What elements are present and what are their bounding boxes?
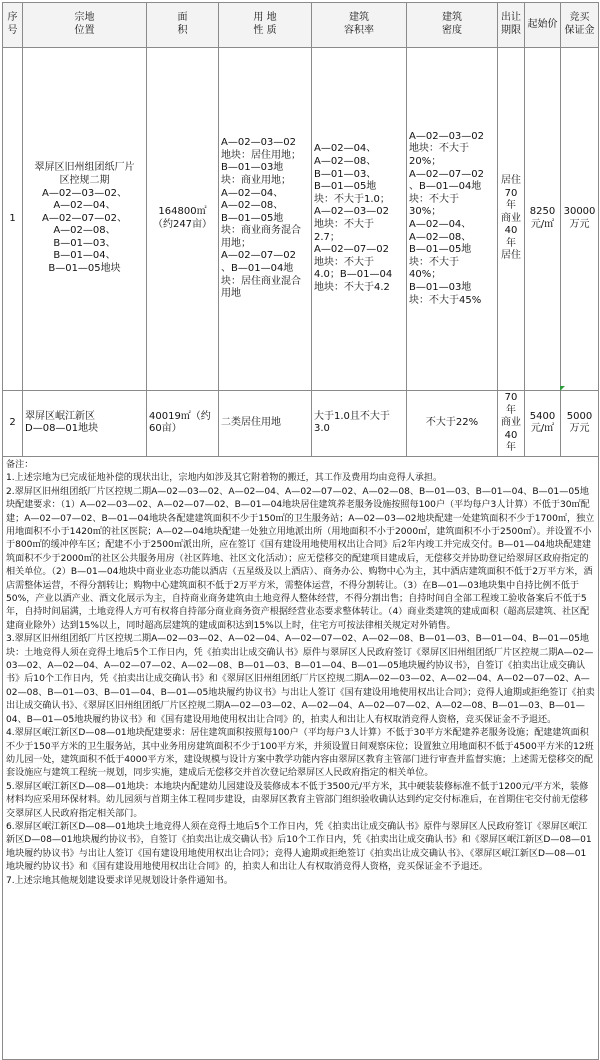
cell-line: B—01—03、 <box>314 168 377 180</box>
cell-line: 块：商业用地； <box>221 174 291 186</box>
cell-line: 块：不大于 <box>409 193 459 205</box>
cell-line: 块：商业商务混合 <box>221 225 301 237</box>
cell-line: 商业 <box>501 212 521 224</box>
cell-line: 、B—01—04地 <box>221 263 294 275</box>
cell-line: 起始价 <box>527 18 558 30</box>
cell-line: 密度 <box>442 25 462 36</box>
row-density <box>407 391 498 457</box>
cell-line: 容积率 <box>344 25 374 36</box>
cell-line: 居住 <box>501 250 521 262</box>
row-far <box>312 48 407 391</box>
cell-line: 建筑 <box>442 12 462 24</box>
cell-line: A—02—07—02 <box>221 250 297 262</box>
cell-line: A—02—07—02、 <box>41 212 127 224</box>
table-row <box>3 48 599 391</box>
header-use <box>219 3 312 48</box>
cell-line: 块：不大于45% <box>409 294 482 306</box>
row-deposit <box>561 48 599 391</box>
cell-line: B—01—05地 <box>221 212 284 224</box>
cell-line: 翠屏区旧州组团纸厂片 <box>34 162 135 174</box>
cell-line: 保证金 <box>564 25 595 36</box>
cell-line: A—02—07—02 <box>314 244 390 256</box>
cell-line: 区控规二期 <box>59 174 110 186</box>
cell-line: 164800㎡ <box>158 206 207 218</box>
row-density <box>407 48 498 391</box>
header-term <box>498 3 525 48</box>
cell-line: 块：不大于1.0； <box>314 193 390 205</box>
cell-line: B—01—03地 <box>409 281 472 293</box>
note-item-3: 3.翠屏区旧州组团纸厂片区控规二期A—02—03—02、A—02—04、A—02—07—02、A—02—08、B—01—03、B—01—04、B—01—05地块：土地竞得人须在竞得土地后5个工作日内，凭《拍卖出让成交确认书》原件与翠屏区人民政府签订《翠屏区旧州组团纸厂片区控规二期A—02—03—02、A—02—04、A—02—07—02、A—02—08、B—01—03、B—01—04、B—01—05地块履约协议书》，自签订《拍卖出让成交确认书》后10个工作日内，凭《拍卖出让成交确认书》和《翠屏区旧州组团纸厂片区控规二期A—02—03—02、A—02—04、A—02—07—02、A—02—08、B—01—03、B—01—04、B—01—05地块履约协议书》与出让人签订《国有建设用地使用权出让合同》；竞得人逾期或拒绝签订《拍卖出让成交确认书》、《翠屏区旧州组团纸厂片区控规二期A—02—03—02、A—02—04、A—02—07—02、A—02—08、B—01—03、B—01—04、B—01—05地块履约协议书》和《国有建设用地使用权出让合同》的，拍卖人和出让人有权取消竞得人资格，竞买保证金不予退还。 <box>6 634 595 725</box>
header-deposit <box>561 3 599 48</box>
row-seq: 2 <box>3 391 23 457</box>
header-far <box>312 3 407 48</box>
note-item-1: 1.上述宗地为已完成征地补偿的现状出让，宗地内如涉及其它附着物的搬迁，其工作及费用均由竞得人承担。 <box>6 473 443 484</box>
header-seq <box>3 3 23 48</box>
cell-line: 万元 <box>569 219 590 230</box>
cell-line: 20%； <box>409 156 442 168</box>
notes-row <box>3 456 599 1059</box>
cell-line: 翠屏区岷江新区 <box>25 410 95 422</box>
cell-line: 竞买 <box>569 12 590 24</box>
cell-line: 40年 <box>504 225 518 249</box>
cell-line: 70年 <box>504 187 518 212</box>
cell-line: 5400 <box>529 410 556 422</box>
cell-line: 40年 <box>504 429 518 454</box>
cell-line: A—02—04、 <box>221 187 284 199</box>
cell-line: 地块：不大于 <box>409 143 469 155</box>
cell-line: 块：不大于 <box>409 256 459 268</box>
cell-marker-icon <box>560 386 565 391</box>
cell-line: 建筑 <box>349 12 369 24</box>
cell-line: A—02—03—02 <box>221 137 297 149</box>
notes-cell <box>3 456 599 1059</box>
cell-line: A—02—04、 <box>314 143 377 155</box>
cell-line: 位置 <box>74 25 95 36</box>
row-term <box>498 48 525 391</box>
cell-line: 元/㎡ <box>530 219 555 230</box>
cell-line: 地块：不大于 <box>314 219 374 230</box>
cell-line: 地块：不大于 <box>314 256 374 268</box>
cell-line: 用地； <box>221 237 251 249</box>
cell-line: B—01—03地 <box>221 162 284 174</box>
cell-line: B—01—04、 <box>53 250 116 262</box>
row-location <box>23 391 147 457</box>
row-area <box>147 391 219 457</box>
cell-line: 地块：居住用地； <box>221 149 301 161</box>
row-location <box>23 48 147 391</box>
cell-line: 用地 <box>221 288 241 300</box>
land-auction-table-sheet <box>2 2 598 1058</box>
cell-line: 用 地 <box>253 12 277 24</box>
cell-line: 40%； <box>409 269 442 281</box>
cell-line: 30%； <box>409 206 442 218</box>
row-use <box>219 48 312 391</box>
cell-line: A—02—04、 <box>409 219 472 230</box>
cell-line: 70年 <box>504 392 518 416</box>
cell-line: 性 质 <box>253 25 277 36</box>
cell-line: A—02—08、 <box>409 231 472 243</box>
cell-line: A—02—03—02 <box>314 206 390 218</box>
cell-line: 2.7； <box>314 231 340 243</box>
cell-line: A—02—08、 <box>53 225 116 237</box>
cell-line: B—01—05地 <box>314 181 377 193</box>
cell-line: 二类居住用地 <box>221 417 281 429</box>
note-item-7: 7.上述宗地其他规划建设要求详见规划设计条件通知书。 <box>6 875 233 886</box>
header-start-price <box>525 3 561 48</box>
cell-line: B—01—05地块 <box>48 263 121 275</box>
cell-line: 期限 <box>501 25 521 36</box>
cell-line: 出让 <box>501 12 521 24</box>
cell-line: 8250 <box>529 206 556 218</box>
cell-line: 万元 <box>569 423 590 435</box>
cell-line: A—02—08、 <box>314 156 377 168</box>
header-density <box>407 3 498 48</box>
cell-line: 不大于22% <box>425 417 479 429</box>
cell-line: 40019㎡（约 <box>149 410 211 422</box>
note-item-2: 2.翠屏区旧州组团纸厂片区控规二期A—02—03—02、A—02—04、A—02—07—02、A—02—08、B—01—03、B—01—04、B—01—05地块配建要求：（1）A—02—03—02、A—02—07—02、B—01—04地块居住建筑养老服务设施按照每100户（平均每户3人计算）不低于30㎡配建；A—02—07—02、B—01—04地块各配建建筑面积不少于150㎡的卫生服务站；A—02—03—02地块配建一处建筑面积不少于1700㎡，独立用地面积不小于1420㎡的社区医院；A—02—04地块配建一处独立用地派出所（用地面积不小于2000㎡，建筑面积不小于2500㎡）。并设置不小于800㎡的缓冲停车区；配建不小于2500㎡派出所，应在签订《国有建设用地使用权出让合同》后2年内竣工并完成交付。B—01—04地块配建建筑面积不少于2000㎡的社区公共服务用房（社区阵地、社区文化活动）；应无偿移交的配建项目建成后，无偿移交并协助登记给翠屏区政府指定的相关单位。（2）B—01—04地块中商业业态功能以酒店（五星级及以上酒店）、商务办公、购物中心为主，其中酒店建筑面积不低于2万平方米，酒店需整体运营，不得分割转让；购物中心建筑面积不低于2万平方米，需整体运营，不得分割转让。（3）在B—01—03地块集中自持比例不低于50%，产业以酒产业、酒文化展示为主，自持商业商务建筑由土地竞得人整体经营，不得分割出售；自持时间自全部工程竣工验收备案后不低于5年，自持时间届满，土地竞得人方可有权将自持部分商业商务资产根据经营业态要求整体转让。（4）商业类建筑的建成面积（超高层建筑、社区配建商业除外）达到15%以上，同时超高层建筑的建成面积达到15%以上时，住宅方可按法律相关规定对外销售。 <box>6 486 595 631</box>
cell-line: A—02—03—02 <box>409 130 485 142</box>
row-area <box>147 48 219 391</box>
cell-line: 大于1.0且不大于 <box>314 410 390 422</box>
note-item-5: 5.翠屏区岷江新区D—08—01地块：本地块内配建幼儿园建设及装修成本不低于3500元/平方米，其中硬装装修标准不低于1200元/平方米，装修材料均应采用环保材料。幼儿园须与首期主体工程同步建设，由翠屏区教育主管部门组织验收确认达到约定交付标准后，在首期住宅交付前无偿移交翠屏区人民政府指定相关部门。 <box>6 781 589 819</box>
cell-line: 宗地 <box>74 12 95 24</box>
cell-line: 元/㎡ <box>530 423 555 435</box>
cell-line: 序号 <box>7 12 18 36</box>
cell-line: 5000 <box>566 410 593 422</box>
cell-line: 30000 <box>563 206 596 218</box>
row-deposit <box>561 391 599 457</box>
cell-line: A—02—08、 <box>221 200 284 212</box>
notes-title: 备注： <box>6 459 34 470</box>
cell-line: A—02—07—02 <box>409 168 485 180</box>
row-start-price <box>525 391 561 457</box>
header-row <box>3 3 599 48</box>
cell-line: 块：居住商业混合 <box>221 275 301 287</box>
cell-line: A—02—04、 <box>53 200 116 212</box>
table-row <box>3 391 599 457</box>
cell-line: A—02—03—02、 <box>41 187 127 199</box>
note-item-6: 6.翠屏区岷江新区D—08—01地块土地竞得人须在竞得土地后5个工作日内，凭《拍卖出让成交确认书》原件与翠屏区人民政府签订《翠屏区岷江新区D—08—01地块履约协议书》，自签订《拍卖出让成交确认书》后10个工作日内，凭《拍卖出让成交确认书》和《翠屏区岷江新区D—08—01地块履约协议书》与出让人签订《国有建设用地使用权出让合同》；竞得人逾期或拒绝签订《拍卖出让成交确认书》、《翠屏区岷江新区D—08—01地块履约协议书》和《国有建设用地使用权出让合同》的，拍卖人和出让人有权取消竞得人资格，竞买保证金不予退还。 <box>6 821 592 873</box>
note-item-4: 4.翠屏区岷江新区D—08—01地块配建要求：居住建筑面积按照每100户（平均每户3人计算）不低于30平方米配建养老服务设施；配建建筑面积不少于150平方米的卫生服务站，其中业务用房建筑面积不少于100平方米，并须设置日间观察床位；设置独立用地面积不低于4500平方米的12班幼儿园一处，建筑面积不低于4000平方米，建设规模与设计方案中教学功能内容由翠屏区教育主管部门进行审查并监督实施；上述需无偿移交的配套设施应与建筑工程统一规划，同步实施，建成后无偿移交并首次登记给翠屏区人民政府指定的相关单位。 <box>6 728 594 779</box>
header-location <box>23 3 147 48</box>
cell-line: 居住 <box>501 174 521 186</box>
row-far <box>312 391 407 457</box>
cell-line: 60亩） <box>149 423 182 435</box>
land-parcel-table <box>2 2 599 1060</box>
cell-line: 3.0 <box>314 423 330 435</box>
header-area <box>147 3 219 48</box>
cell-line: 商业 <box>501 417 521 429</box>
cell-line: 地块：不大于4.2 <box>314 281 390 293</box>
row-term <box>498 391 525 457</box>
cell-line: B—01—03、 <box>53 237 116 249</box>
cell-line: 积 <box>177 25 188 36</box>
row-use <box>219 391 312 457</box>
cell-line: 4.0；B—01—04 <box>314 269 393 281</box>
cell-line: D—08—01地块 <box>25 423 99 435</box>
row-start-price <box>525 48 561 391</box>
row-seq: 1 <box>3 48 23 391</box>
cell-line: 、B—01—04地 <box>409 181 482 193</box>
cell-line: 面 <box>177 12 188 24</box>
cell-line: B—01—05地 <box>409 244 472 256</box>
cell-line: （约247亩） <box>152 219 213 230</box>
